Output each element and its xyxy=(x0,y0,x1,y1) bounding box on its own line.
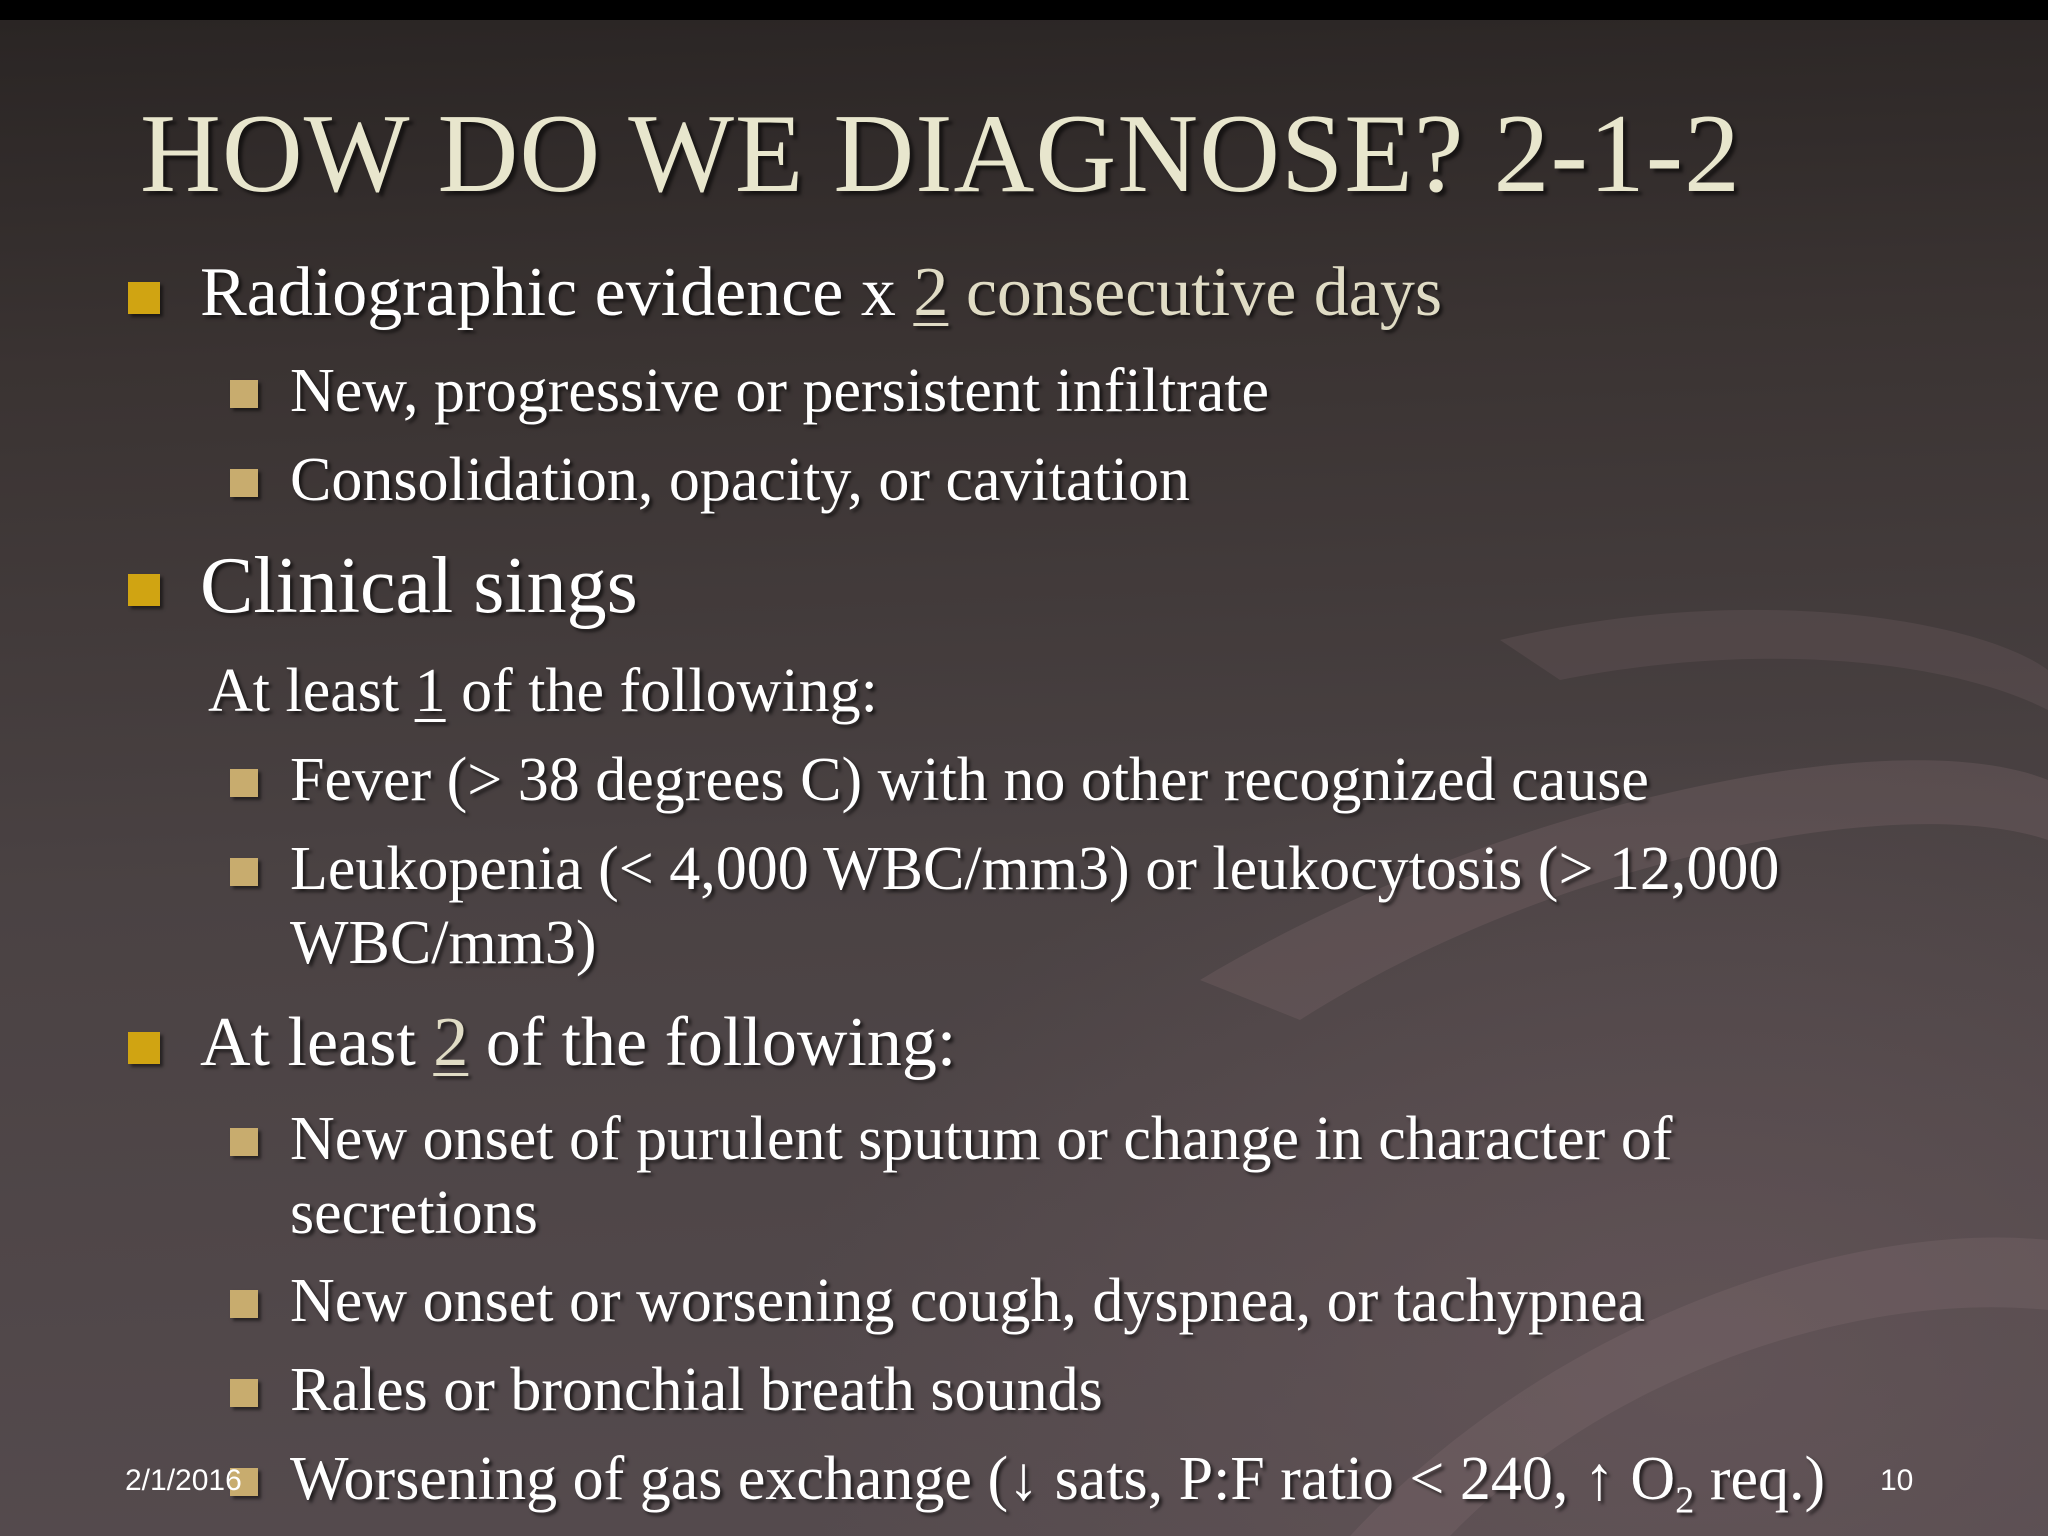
section3-last-item xyxy=(290,1445,1826,1522)
bullet-square-icon xyxy=(230,769,258,797)
bullet-square-icon xyxy=(128,282,160,314)
section2-item: Leukopenia (< 4,000 WBC/mm3) or leukocytosis (> 12,000 xyxy=(290,835,1780,903)
section3-heading xyxy=(200,1004,957,1081)
section2-intro-number: 1 xyxy=(414,657,446,725)
slide xyxy=(0,20,2048,1536)
section1-item: New, progressive or persistent infiltrate xyxy=(290,357,1270,425)
section3-item: Rales or bronchial breath sounds xyxy=(290,1356,1103,1424)
section3-item: New onset of purulent sputum or change in character of xyxy=(290,1105,1673,1173)
section3-heading-number: 2 xyxy=(433,1004,469,1081)
section3-item-continuation: secretions xyxy=(290,1179,538,1247)
section2-item: Fever (> 38 degrees C) with no other recognized cause xyxy=(290,746,1649,814)
section1-heading xyxy=(200,254,1443,331)
section1-item: Consolidation, opacity, or cavitation xyxy=(290,446,1190,514)
slide-number: 10 xyxy=(1880,1464,1914,1497)
section3-item: New onset or worsening cough, dyspnea, or tachypnea xyxy=(290,1267,1646,1335)
last-item-text-end: req.) xyxy=(1694,1445,1826,1513)
section2-heading: Clinical sings xyxy=(200,542,638,630)
bullet-square-icon xyxy=(230,858,258,886)
bullet-square-icon xyxy=(230,469,258,497)
bullet-square-icon xyxy=(230,1128,258,1156)
section3-heading-text-end: of the following: xyxy=(468,1004,957,1081)
footer-date: 2/1/2016 xyxy=(125,1464,242,1497)
section3-heading-text: At least xyxy=(200,1004,434,1081)
last-item-text: Worsening of gas exchange (↓ sats, P:F ratio < 240, ↑ O xyxy=(290,1445,1676,1513)
section2-item-continuation: WBC/mm3) xyxy=(290,909,597,977)
section2-intro-text-end: of the following: xyxy=(445,657,878,725)
section2-intro-text: At least xyxy=(208,657,415,725)
bullet-square-icon xyxy=(128,574,160,606)
section1-heading-text: Radiographic evidence x xyxy=(200,254,914,331)
last-item-subscript: 2 xyxy=(1675,1479,1695,1522)
bullet-square-icon xyxy=(230,1379,258,1407)
bullet-square-icon xyxy=(128,1032,160,1064)
bullet-square-icon xyxy=(230,380,258,408)
section2-intro xyxy=(208,657,878,725)
slide-title: HOW DO WE DIAGNOSE? 2-1-2 xyxy=(140,92,1742,216)
section1-heading-number: 2 xyxy=(913,254,949,331)
section1-heading-text-end: consecutive days xyxy=(948,254,1443,331)
bullet-square-icon xyxy=(230,1290,258,1318)
